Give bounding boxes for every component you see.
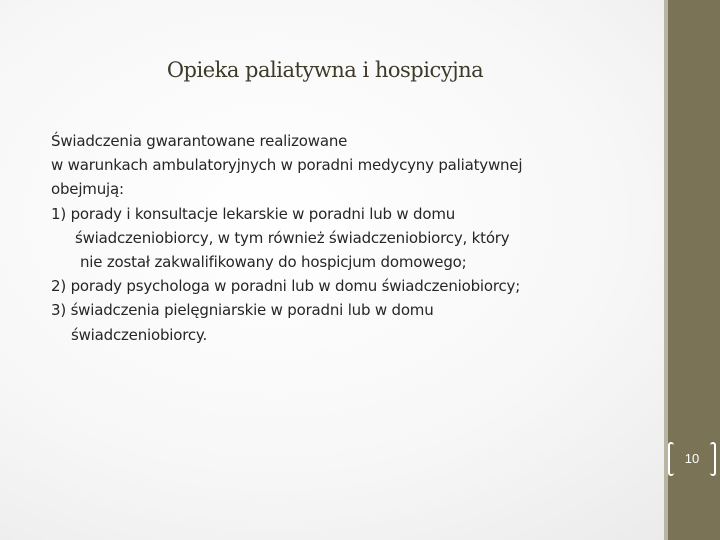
list-item-1-continuation: nie został zakwalifikowany do hospicjum domowego; (80, 252, 467, 271)
list-item-1-continuation: świadczeniobiorcy, w tym również świadczeniobiorcy, który (75, 228, 510, 247)
body-line: Świadczenia gwarantowane realizowane (51, 132, 348, 150)
list-item-2: 2) porady psychologa w poradni lub w domu świadczeniobiorcy; (51, 277, 521, 296)
slide-body (51, 129, 631, 347)
list-item-3-continuation: świadczeniobiorcy. (71, 325, 208, 344)
slide-title: Opieka paliatywna i hospicyjna (166, 58, 484, 82)
body-line: w warunkach ambulatoryjnych w poradni medycyny paliatywnej (51, 156, 523, 175)
page-number-badge (668, 442, 716, 476)
list-item-3: 3) świadczenia pielęgniarskie w poradni lub w domu (51, 301, 434, 320)
page-number: 10 (684, 451, 700, 466)
body-line: obejmują: (51, 180, 124, 199)
list-item-1: 1) porady i konsultacje lekarskie w poradni lub w domu (51, 204, 456, 223)
